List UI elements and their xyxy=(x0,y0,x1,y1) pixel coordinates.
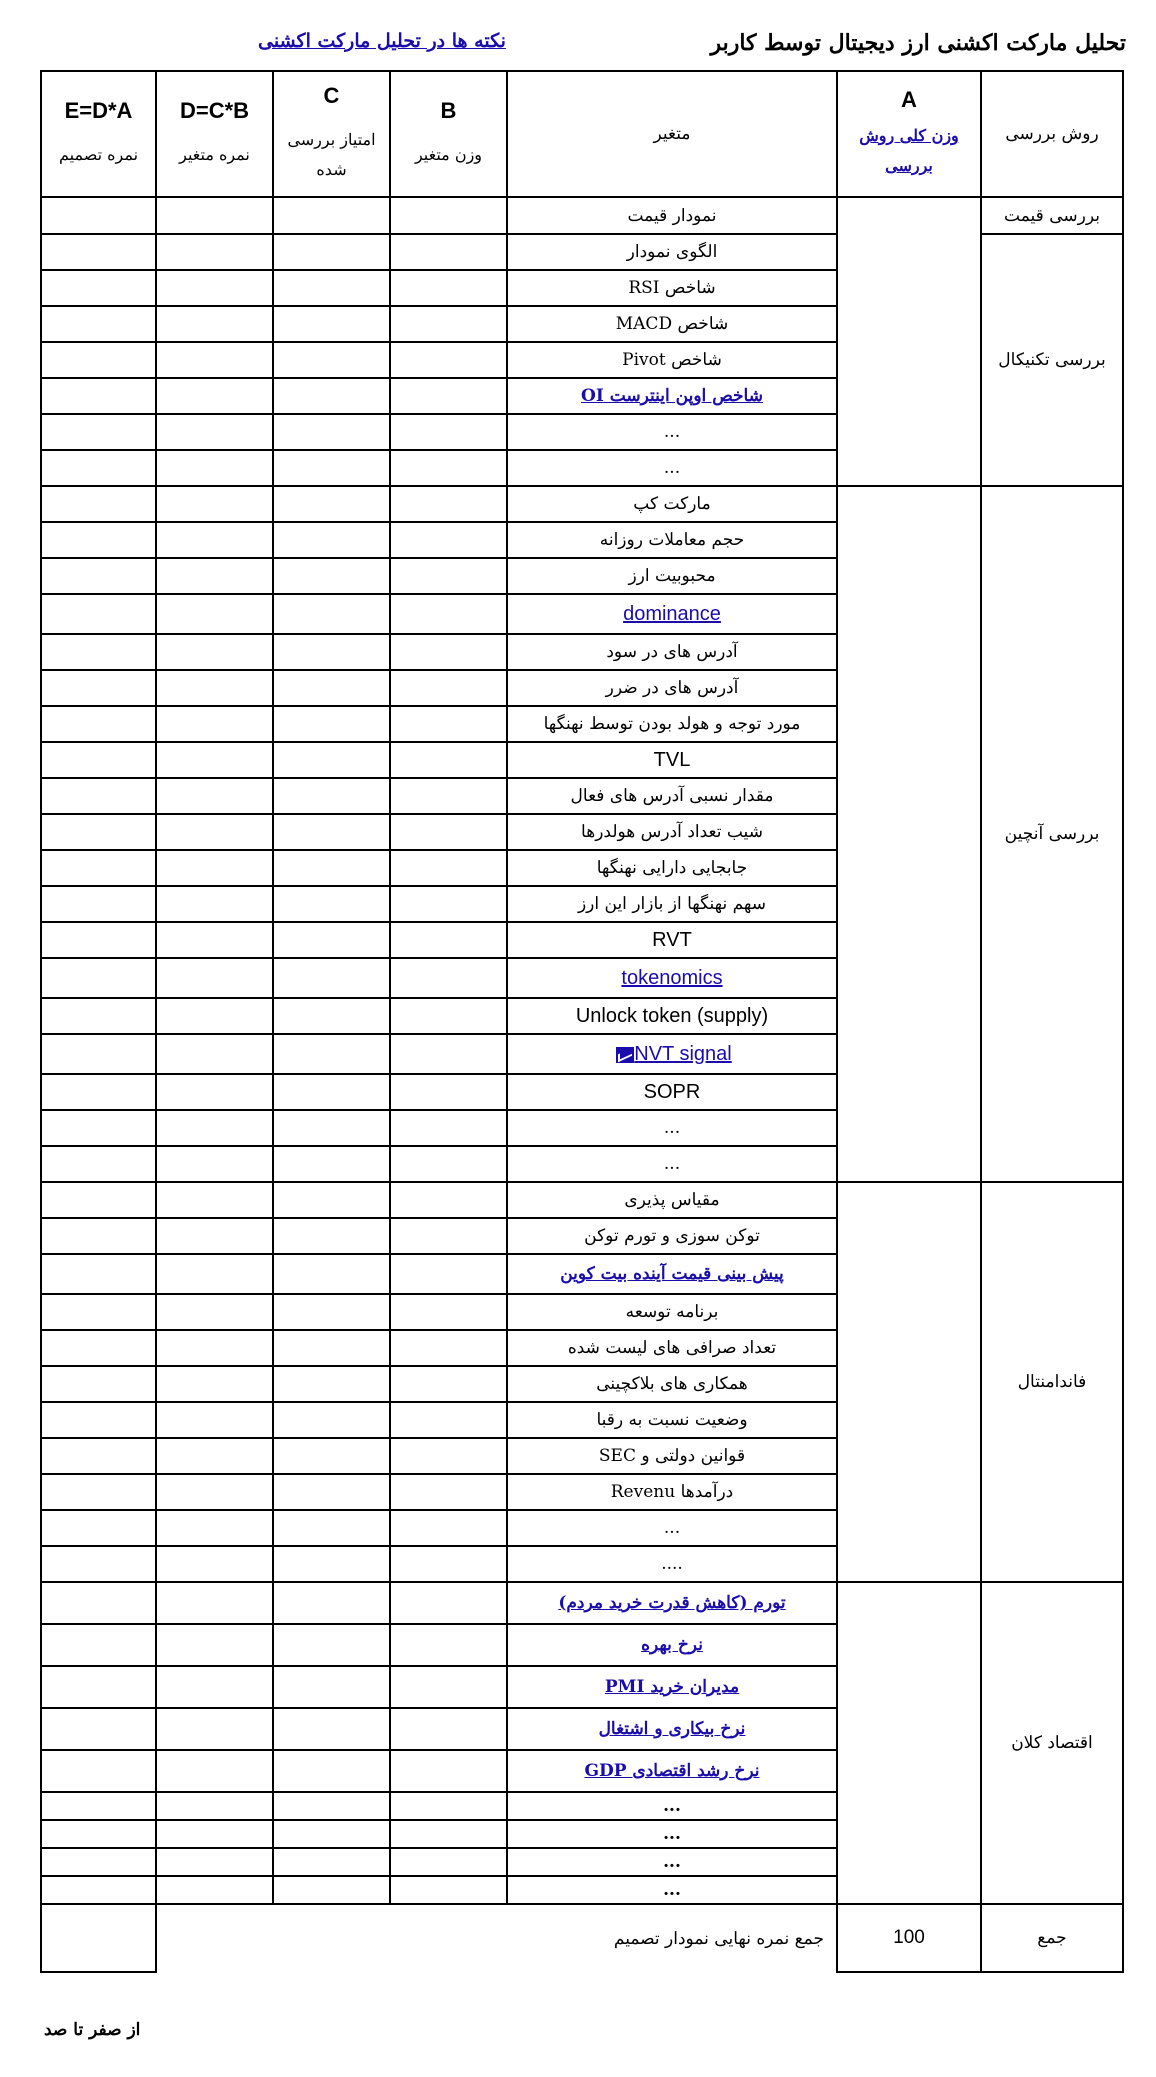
score-e-cell[interactable] xyxy=(41,1074,156,1110)
score-c-cell[interactable] xyxy=(273,1402,390,1438)
variable-link[interactable]: NVT signal xyxy=(634,1042,732,1065)
score-c-cell[interactable] xyxy=(273,1666,390,1708)
variable-cell: شاخص Pivot xyxy=(507,342,837,378)
variable-cell: مقدار نسبی آدرس های فعال xyxy=(507,778,837,814)
weight-b-cell[interactable] xyxy=(390,1402,507,1438)
variable-cell: RVT xyxy=(507,922,837,958)
weight-b-cell[interactable] xyxy=(390,1792,507,1820)
variable-link[interactable]: tokenomics xyxy=(621,966,723,989)
score-e-cell[interactable] xyxy=(41,522,156,558)
score-e-cell[interactable] xyxy=(41,742,156,778)
score-d-cell[interactable] xyxy=(156,378,273,414)
variable-cell: سهم نهنگها از بازار این ارز xyxy=(507,886,837,922)
weight-b-cell[interactable] xyxy=(390,342,507,378)
weight-b-cell[interactable] xyxy=(390,1510,507,1546)
score-e-cell[interactable] xyxy=(41,594,156,634)
score-e-cell[interactable] xyxy=(41,1792,156,1820)
variable-header: متغیر xyxy=(507,71,837,197)
score-e-cell[interactable] xyxy=(41,270,156,306)
range-note: از صفر تا صد xyxy=(44,2020,141,2040)
sum-value: 100 xyxy=(837,1904,981,1972)
score-d-cell[interactable] xyxy=(156,306,273,342)
score-d-cell[interactable] xyxy=(156,634,273,670)
score-d-cell[interactable] xyxy=(156,1330,273,1366)
score-c-cell[interactable] xyxy=(273,594,390,634)
variable-cell xyxy=(507,1254,837,1294)
variable-cell: ... xyxy=(507,1110,837,1146)
score-d-cell[interactable] xyxy=(156,342,273,378)
score-e-cell[interactable] xyxy=(41,886,156,922)
variable-cell xyxy=(507,1624,837,1666)
variable-link[interactable]: dominance xyxy=(623,602,721,625)
score-c-cell[interactable] xyxy=(273,1330,390,1366)
weight-b-cell[interactable] xyxy=(390,1848,507,1876)
score-e-cell[interactable] xyxy=(41,558,156,594)
table-row xyxy=(41,1582,1123,1624)
weight-b-cell[interactable] xyxy=(390,1708,507,1750)
score-c-cell[interactable] xyxy=(273,1034,390,1074)
score-e-cell[interactable] xyxy=(41,1438,156,1474)
score-c-cell[interactable] xyxy=(273,1366,390,1402)
weight-b-cell[interactable] xyxy=(390,234,507,270)
method-technical: بررسی تکنیکال xyxy=(981,234,1123,486)
score-d-cell[interactable] xyxy=(156,234,273,270)
variable-cell: وضعیت نسبت به رقبا xyxy=(507,1402,837,1438)
score-d-cell[interactable] xyxy=(156,522,273,558)
variable-cell: ... xyxy=(507,414,837,450)
weight-b-cell[interactable] xyxy=(390,306,507,342)
weight-b-cell[interactable] xyxy=(390,1294,507,1330)
weight-b-cell[interactable] xyxy=(390,670,507,706)
score-d-cell[interactable] xyxy=(156,1582,273,1624)
score-d-cell[interactable] xyxy=(156,670,273,706)
weight-a-cell[interactable] xyxy=(837,1582,981,1904)
score-c-cell[interactable] xyxy=(273,814,390,850)
score-e-cell[interactable] xyxy=(41,634,156,670)
score-c-cell[interactable] xyxy=(273,1708,390,1750)
weight-b-cell[interactable] xyxy=(390,486,507,522)
variable-cell: ... xyxy=(507,1146,837,1182)
score-d-cell[interactable] xyxy=(156,742,273,778)
score-c-cell[interactable] xyxy=(273,522,390,558)
score-c-cell[interactable] xyxy=(273,1624,390,1666)
score-d-cell[interactable] xyxy=(156,486,273,522)
variable-link[interactable]: پیش بینی قیمت آینده بیت کوین xyxy=(560,1264,784,1284)
variable-link[interactable]: مدیران خرید PMI xyxy=(604,1677,740,1697)
variable-cell xyxy=(507,958,837,998)
score-d-cell[interactable] xyxy=(156,1708,273,1750)
score-d-cell[interactable] xyxy=(156,1074,273,1110)
score-d-cell[interactable] xyxy=(156,1366,273,1402)
weight-b-cell[interactable] xyxy=(390,1582,507,1624)
analysis-table xyxy=(40,70,1124,1973)
weight-b-cell[interactable] xyxy=(390,197,507,234)
score-d-cell[interactable] xyxy=(156,558,273,594)
score-e-cell[interactable] xyxy=(41,706,156,742)
score-d-cell[interactable] xyxy=(156,197,273,234)
weight-b-cell[interactable] xyxy=(390,1110,507,1146)
variable-cell xyxy=(507,1666,837,1708)
variable-cell: قوانین دولتی و SEC xyxy=(507,1438,837,1474)
header-row xyxy=(41,71,1123,197)
variable-cell: نمودار قیمت xyxy=(507,197,837,234)
score-c-cell[interactable] xyxy=(273,1182,390,1218)
weight-b-cell[interactable] xyxy=(390,922,507,958)
score-e-cell[interactable] xyxy=(41,378,156,414)
score-e-cell[interactable] xyxy=(41,1366,156,1402)
score-c-cell[interactable] xyxy=(273,414,390,450)
chart-icon xyxy=(616,1047,634,1063)
score-e-cell[interactable] xyxy=(41,814,156,850)
score-c-cell[interactable] xyxy=(273,742,390,778)
score-e-cell[interactable] xyxy=(41,1034,156,1074)
weight-b-cell[interactable] xyxy=(390,1034,507,1074)
score-e-cell[interactable] xyxy=(41,1582,156,1624)
score-e-cell[interactable] xyxy=(41,1876,156,1904)
score-c-cell[interactable] xyxy=(273,1074,390,1110)
weight-b-cell[interactable] xyxy=(390,1876,507,1904)
score-c-cell[interactable] xyxy=(273,486,390,522)
score-e-cell[interactable] xyxy=(41,1624,156,1666)
weight-b-cell[interactable] xyxy=(390,814,507,850)
weight-b-cell[interactable] xyxy=(390,1182,507,1218)
variable-cell: مقیاس پذیری xyxy=(507,1182,837,1218)
weight-b-cell[interactable] xyxy=(390,1820,507,1848)
variable-cell: مارکت کپ xyxy=(507,486,837,522)
score-e-cell[interactable] xyxy=(41,958,156,998)
variable-cell: ... xyxy=(507,1510,837,1546)
variable-cell: ... xyxy=(507,1820,837,1848)
weight-b-cell[interactable] xyxy=(390,778,507,814)
score-c-cell[interactable] xyxy=(273,270,390,306)
variable-cell xyxy=(507,1750,837,1792)
score-e-cell[interactable] xyxy=(41,1330,156,1366)
score-d-cell[interactable] xyxy=(156,1034,273,1074)
score-d-cell[interactable] xyxy=(156,1218,273,1254)
score-e-cell[interactable] xyxy=(41,1146,156,1182)
score-c-cell[interactable] xyxy=(273,1546,390,1582)
score-c-cell[interactable] xyxy=(273,1510,390,1546)
weight-a-cell[interactable] xyxy=(837,1182,981,1582)
score-c-cell[interactable] xyxy=(273,1146,390,1182)
score-c-header: C امتیاز بررسی شده xyxy=(273,71,390,197)
variable-cell: ... xyxy=(507,1792,837,1820)
score-e-cell[interactable] xyxy=(41,778,156,814)
score-d-cell[interactable] xyxy=(156,850,273,886)
score-c-cell[interactable] xyxy=(273,1582,390,1624)
score-e-cell[interactable] xyxy=(41,1666,156,1708)
weight-b-cell[interactable] xyxy=(390,270,507,306)
variable-cell xyxy=(507,594,837,634)
score-c-cell[interactable] xyxy=(273,670,390,706)
score-e-cell[interactable] xyxy=(41,1254,156,1294)
weight-b-cell[interactable] xyxy=(390,1624,507,1666)
score-d-cell[interactable] xyxy=(156,706,273,742)
weight-b-cell[interactable] xyxy=(390,414,507,450)
method-onchain: بررسی آنچین xyxy=(981,486,1123,1182)
sum-label: جمع xyxy=(981,1904,1123,1972)
score-d-cell[interactable] xyxy=(156,1146,273,1182)
weight-b-cell[interactable] xyxy=(390,1474,507,1510)
score-d-cell[interactable] xyxy=(156,1848,273,1876)
final-score-label: جمع نمره نهایی نمودار تصمیم xyxy=(156,1904,837,1972)
variable-cell: ... xyxy=(507,1876,837,1904)
table-row xyxy=(41,1182,1123,1218)
score-e-cell[interactable] xyxy=(41,1402,156,1438)
score-c-cell[interactable] xyxy=(273,1438,390,1474)
score-e-cell[interactable] xyxy=(41,1182,156,1218)
method-header: روش بررسی xyxy=(981,71,1123,197)
score-e-cell[interactable] xyxy=(41,670,156,706)
score-c-cell[interactable] xyxy=(273,342,390,378)
variable-cell: SOPR xyxy=(507,1074,837,1110)
score-e-cell[interactable] xyxy=(41,1510,156,1546)
score-d-cell[interactable] xyxy=(156,1820,273,1848)
weight-a-link[interactable]: وزن کلی روش بررسی xyxy=(859,126,959,175)
variable-cell: الگوی نمودار xyxy=(507,234,837,270)
variable-cell: آدرس های در ضرر xyxy=(507,670,837,706)
variable-cell xyxy=(507,378,837,414)
weight-a-cell[interactable] xyxy=(837,486,981,1182)
score-d-cell[interactable] xyxy=(156,1666,273,1708)
variable-cell xyxy=(507,1582,837,1624)
score-d-cell[interactable] xyxy=(156,1182,273,1218)
score-e-cell[interactable] xyxy=(41,850,156,886)
score-e-cell[interactable] xyxy=(41,342,156,378)
variable-cell: توکن سوزی و تورم توکن xyxy=(507,1218,837,1254)
score-c-cell[interactable] xyxy=(273,1110,390,1146)
score-c-cell[interactable] xyxy=(273,234,390,270)
variable-cell: جابجایی دارایی نهنگها xyxy=(507,850,837,886)
score-c-cell[interactable] xyxy=(273,1820,390,1848)
score-e-cell[interactable] xyxy=(41,1110,156,1146)
score-d-cell[interactable] xyxy=(156,270,273,306)
score-c-cell[interactable] xyxy=(273,1848,390,1876)
weight-b-cell[interactable] xyxy=(390,594,507,634)
variable-cell xyxy=(507,1034,837,1074)
score-d-cell[interactable] xyxy=(156,1294,273,1330)
variable-cell: شاخص MACD xyxy=(507,306,837,342)
weight-b-cell[interactable] xyxy=(390,1074,507,1110)
score-d-cell[interactable] xyxy=(156,1254,273,1294)
variable-link[interactable]: نرخ رشد اقتصادی GDP xyxy=(584,1761,760,1781)
sum-row xyxy=(41,1904,1123,1972)
score-e-cell[interactable] xyxy=(41,922,156,958)
variable-link[interactable]: نرخ بهره xyxy=(641,1635,703,1655)
variable-link[interactable]: تورم (کاهش قدرت خرید مردم) xyxy=(558,1593,786,1613)
score-e-header: E=D*A نمره تصمیم xyxy=(41,71,156,197)
score-d-cell[interactable] xyxy=(156,1750,273,1792)
table-row xyxy=(41,197,1123,234)
score-d-cell[interactable] xyxy=(156,1438,273,1474)
score-d-cell[interactable] xyxy=(156,814,273,850)
score-d-cell[interactable] xyxy=(156,958,273,998)
score-e-cell[interactable] xyxy=(41,1474,156,1510)
score-d-cell[interactable] xyxy=(156,1876,273,1904)
weight-b-cell[interactable] xyxy=(390,1546,507,1582)
score-c-cell[interactable] xyxy=(273,886,390,922)
weight-b-cell[interactable] xyxy=(390,450,507,486)
score-c-cell[interactable] xyxy=(273,778,390,814)
score-e-cell[interactable] xyxy=(41,1708,156,1750)
method-fundamental: فاندامنتال xyxy=(981,1182,1123,1582)
score-d-cell[interactable] xyxy=(156,1110,273,1146)
notes-link[interactable]: نکته ها در تحلیل مارکت اکشنی xyxy=(258,30,506,52)
variable-cell: شاخص RSI xyxy=(507,270,837,306)
score-c-cell[interactable] xyxy=(273,1876,390,1904)
weight-b-cell[interactable] xyxy=(390,742,507,778)
variable-cell: تعداد صرافی های لیست شده xyxy=(507,1330,837,1366)
weight-a-cell[interactable] xyxy=(837,197,981,486)
weight-b-cell[interactable] xyxy=(390,634,507,670)
weight-b-cell[interactable] xyxy=(390,706,507,742)
weight-b-header: B وزن متغیر xyxy=(390,71,507,197)
score-c-cell[interactable] xyxy=(273,958,390,998)
score-d-cell[interactable] xyxy=(156,1546,273,1582)
score-d-cell[interactable] xyxy=(156,886,273,922)
weight-b-cell[interactable] xyxy=(390,1666,507,1708)
score-e-cell[interactable] xyxy=(41,1546,156,1582)
score-e-cell[interactable] xyxy=(41,1848,156,1876)
score-c-cell[interactable] xyxy=(273,306,390,342)
weight-b-cell[interactable] xyxy=(390,1750,507,1792)
score-c-cell[interactable] xyxy=(273,1474,390,1510)
final-score-cell[interactable] xyxy=(41,1904,156,1972)
score-c-cell[interactable] xyxy=(273,1294,390,1330)
score-c-cell[interactable] xyxy=(273,1254,390,1294)
score-c-cell[interactable] xyxy=(273,1750,390,1792)
score-d-cell[interactable] xyxy=(156,1474,273,1510)
weight-a-header: A وزن کلی روش بررسی xyxy=(837,71,981,197)
method-price: بررسی قیمت xyxy=(981,197,1123,234)
variable-cell: همکاری های بلاکچینی xyxy=(507,1366,837,1402)
weight-b-cell[interactable] xyxy=(390,1330,507,1366)
variable-cell: برنامه توسعه xyxy=(507,1294,837,1330)
weight-b-cell[interactable] xyxy=(390,558,507,594)
variable-cell: TVL xyxy=(507,742,837,778)
score-e-cell[interactable] xyxy=(41,1218,156,1254)
variable-cell: مورد توجه و هولد بودن توسط نهنگها xyxy=(507,706,837,742)
method-macro: اقتصاد کلان xyxy=(981,1582,1123,1904)
score-e-cell[interactable] xyxy=(41,414,156,450)
score-c-cell[interactable] xyxy=(273,850,390,886)
weight-b-cell[interactable] xyxy=(390,522,507,558)
weight-b-cell[interactable] xyxy=(390,958,507,998)
score-c-cell[interactable] xyxy=(273,706,390,742)
score-c-cell[interactable] xyxy=(273,998,390,1034)
score-c-cell[interactable] xyxy=(273,634,390,670)
weight-b-cell[interactable] xyxy=(390,1438,507,1474)
score-e-cell[interactable] xyxy=(41,1294,156,1330)
weight-b-cell[interactable] xyxy=(390,1218,507,1254)
score-d-cell[interactable] xyxy=(156,450,273,486)
page-title: تحلیل مارکت اکشنی ارز دیجیتال توسط کاربر xyxy=(710,30,1126,56)
score-e-cell[interactable] xyxy=(41,998,156,1034)
variable-link[interactable]: شاخص اوپن اینترست OI xyxy=(581,386,763,406)
score-c-cell[interactable] xyxy=(273,378,390,414)
variable-cell: ... xyxy=(507,450,837,486)
score-d-cell[interactable] xyxy=(156,998,273,1034)
weight-b-cell[interactable] xyxy=(390,998,507,1034)
score-d-cell[interactable] xyxy=(156,1624,273,1666)
variable-cell xyxy=(507,1708,837,1750)
variable-cell: آدرس های در سود xyxy=(507,634,837,670)
variable-cell: Unlock token (supply) xyxy=(507,998,837,1034)
score-e-cell[interactable] xyxy=(41,1750,156,1792)
table-row xyxy=(41,486,1123,522)
score-c-cell[interactable] xyxy=(273,450,390,486)
score-d-cell[interactable] xyxy=(156,594,273,634)
variable-cell: محبوبیت ارز xyxy=(507,558,837,594)
score-e-cell[interactable] xyxy=(41,234,156,270)
variable-cell: حجم معاملات روزانه xyxy=(507,522,837,558)
variable-link[interactable]: نرخ بیکاری و اشتغال xyxy=(598,1719,746,1739)
weight-b-cell[interactable] xyxy=(390,378,507,414)
score-d-cell[interactable] xyxy=(156,414,273,450)
score-c-cell[interactable] xyxy=(273,1792,390,1820)
variable-cell: ... xyxy=(507,1848,837,1876)
weight-b-cell[interactable] xyxy=(390,1366,507,1402)
score-d-header: D=C*B نمره متغیر xyxy=(156,71,273,197)
weight-b-cell[interactable] xyxy=(390,850,507,886)
score-c-cell[interactable] xyxy=(273,922,390,958)
score-d-cell[interactable] xyxy=(156,1402,273,1438)
score-e-cell[interactable] xyxy=(41,306,156,342)
score-d-cell[interactable] xyxy=(156,922,273,958)
score-e-cell[interactable] xyxy=(41,450,156,486)
score-e-cell[interactable] xyxy=(41,486,156,522)
score-d-cell[interactable] xyxy=(156,1510,273,1546)
weight-b-cell[interactable] xyxy=(390,1254,507,1294)
score-e-cell[interactable] xyxy=(41,1820,156,1848)
variable-cell: شیب تعداد آدرس هولدرها xyxy=(507,814,837,850)
score-c-cell[interactable] xyxy=(273,197,390,234)
score-d-cell[interactable] xyxy=(156,1792,273,1820)
score-d-cell[interactable] xyxy=(156,778,273,814)
variable-cell: درآمدها Revenu xyxy=(507,1474,837,1510)
weight-b-cell[interactable] xyxy=(390,886,507,922)
score-e-cell[interactable] xyxy=(41,197,156,234)
weight-b-cell[interactable] xyxy=(390,1146,507,1182)
score-c-cell[interactable] xyxy=(273,558,390,594)
score-c-cell[interactable] xyxy=(273,1218,390,1254)
variable-cell: .... xyxy=(507,1546,837,1582)
